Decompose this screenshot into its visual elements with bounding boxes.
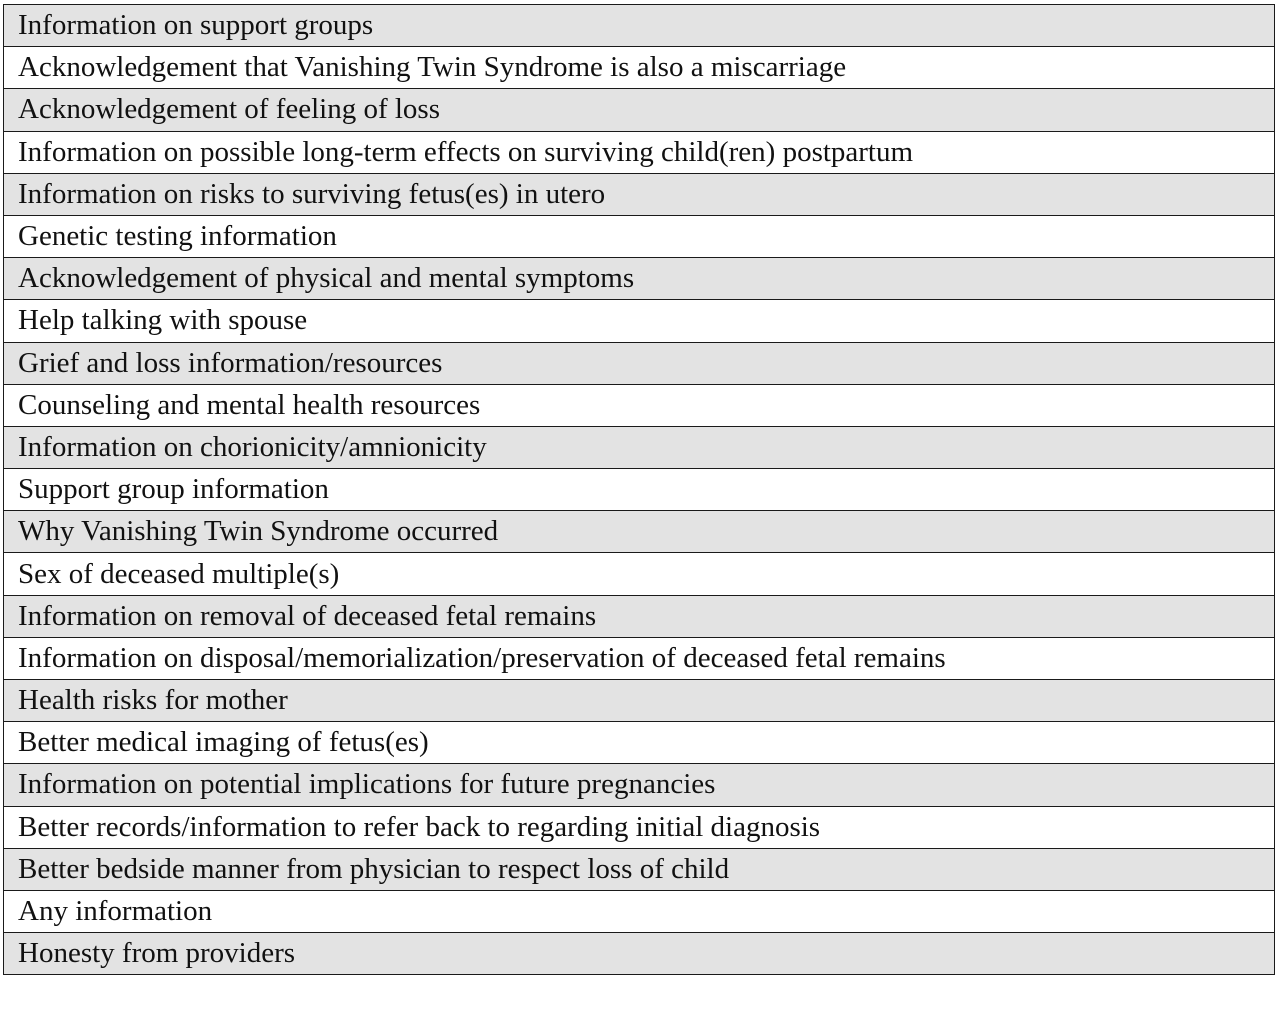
table-cell: Information on disposal/memorialization/preservation of deceased fetal remains [4, 637, 1275, 679]
table-cell: Information on possible long-term effects on surviving child(ren) postpartum [4, 131, 1275, 173]
table-row [4, 426, 1275, 468]
table-row [4, 258, 1275, 300]
table-row [4, 595, 1275, 637]
table-row [4, 5, 1275, 47]
table-row [4, 806, 1275, 848]
needs-table-body [4, 5, 1275, 975]
table-cell: Acknowledgement of feeling of loss [4, 89, 1275, 131]
table-cell: Better bedside manner from physician to respect loss of child [4, 848, 1275, 890]
table-cell: Information on support groups [4, 5, 1275, 47]
table-row [4, 680, 1275, 722]
table-row [4, 848, 1275, 890]
table-cell: Genetic testing information [4, 215, 1275, 257]
table-row [4, 131, 1275, 173]
table-row [4, 637, 1275, 679]
table-row [4, 342, 1275, 384]
table-row [4, 890, 1275, 932]
table-cell: Honesty from providers [4, 933, 1275, 975]
table-cell: Support group information [4, 469, 1275, 511]
table-cell: Information on chorionicity/amnionicity [4, 426, 1275, 468]
table-cell: Better medical imaging of fetus(es) [4, 722, 1275, 764]
table-cell: Information on potential implications for future pregnancies [4, 764, 1275, 806]
table-cell: Sex of deceased multiple(s) [4, 553, 1275, 595]
table-cell: Any information [4, 890, 1275, 932]
needs-table [3, 4, 1275, 975]
table-cell: Acknowledgement that Vanishing Twin Syndrome is also a miscarriage [4, 47, 1275, 89]
table-cell: Information on risks to surviving fetus(es) in utero [4, 173, 1275, 215]
table-row [4, 300, 1275, 342]
table-row [4, 722, 1275, 764]
table-cell: Why Vanishing Twin Syndrome occurred [4, 511, 1275, 553]
table-row [4, 764, 1275, 806]
table-row [4, 469, 1275, 511]
table-cell: Grief and loss information/resources [4, 342, 1275, 384]
table-row [4, 553, 1275, 595]
table-cell: Information on removal of deceased fetal remains [4, 595, 1275, 637]
table-cell: Health risks for mother [4, 680, 1275, 722]
table-row [4, 384, 1275, 426]
table-row [4, 511, 1275, 553]
table-row [4, 933, 1275, 975]
table-row [4, 47, 1275, 89]
table-cell: Better records/information to refer back to regarding initial diagnosis [4, 806, 1275, 848]
table-cell: Counseling and mental health resources [4, 384, 1275, 426]
needs-table-container [3, 4, 1275, 975]
table-row [4, 215, 1275, 257]
table-row [4, 89, 1275, 131]
table-cell: Help talking with spouse [4, 300, 1275, 342]
table-row [4, 173, 1275, 215]
table-cell: Acknowledgement of physical and mental symptoms [4, 258, 1275, 300]
